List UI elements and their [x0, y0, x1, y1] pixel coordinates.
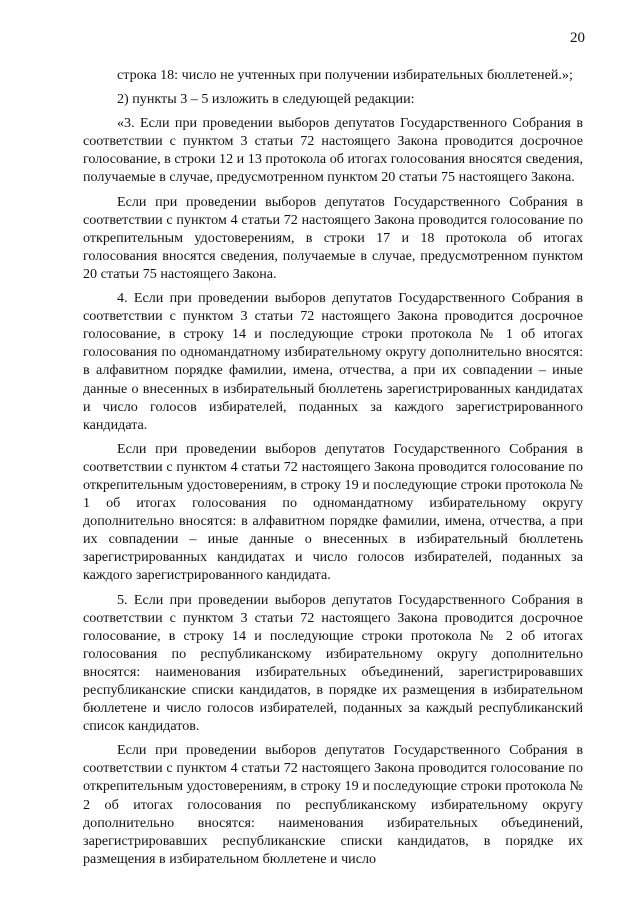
- paragraph-line18-continuation: строка 18: число не учтенных при получении избирательных бюллетеней.»;: [117, 67, 573, 83]
- paragraph-point-5: 5. Если при проведении выборов депутатов Государственного Собрания в соответствии с пунктом 3 статьи 72 настоящего Закона проводится досрочное голосование, в строку 14 и последующие строки протокола № 2 об итогах голосования по республиканскому избирательному округу дополнительно вносятся: наименования избирательных объединений, зарегистрировавших республиканские списки кандидатов, в порядке их размещения в избирательном бюллетене и число голосов избирателей, поданных за каждый республиканский список кандидатов.: [83, 591, 583, 735]
- paragraph-point-4: 4. Если при проведении выборов депутатов Государственного Собрания в соответствии с пунктом 3 статьи 72 настоящего Закона проводится досрочное голосование, в строку 14 и последующие строки протокола № 1 об итогах голосования по одномандатному избирательному округу дополнительно вносятся: в алфавитном порядке фамилии, имена, отчества, а при их совпадении – иные данные о внесенных в избирательный бюллетень зарегистрированных кандидатах и число голосов избирателей, поданных за каждого зарегистрированного кандидата.: [83, 290, 583, 433]
- paragraph-point-5-absentee: Если при проведении выборов депутатов Государственного Собрания в соответствии с пунктом 4 статьи 72 настоящего Закона проводится голосование по открепительным удостоверениям, в строку 19 и последующие строки протокола № 2 об итогах голосования по республиканскому избирательному округу дополнительно вносятся: наименования избирательных объединений, зарегистрировавших республиканские списки кандидатов, в порядке их размещения в избирательном бюллетене и число: [83, 742, 583, 867]
- page-number: 20: [570, 30, 585, 46]
- paragraph-point-3-absentee: Если при проведении выборов депутатов Государственного Собрания в соответствии с пунктом 4 статьи 72 настоящего Закона проводится голосование по открепительным удостоверениям, в строки 17 и 18 протокола об итогах голосования вносятся сведения, получаемые в случае, предусмотренном пунктом 20 статьи 75 настоящего Закона.: [83, 193, 583, 282]
- paragraph-amendment-points: 2) пункты 3 – 5 изложить в следующей редакции:: [117, 91, 415, 108]
- document-body: [83, 66, 583, 874]
- paragraph-point-4-absentee: Если при проведении выборов депутатов Государственного Собрания в соответствии с пунктом 4 статьи 72 настоящего Закона проводится голосование по открепительным удостоверениям, в строку 19 и последующие строки протокола № 1 об итогах голосования по одномандатному избирательному округу дополнительно вносятся: в алфавитном порядке фамилии, имена, отчества, а при их совпадении – иные данные о внесенных в избирательный бюллетень зарегистрированных кандидатах и число голосов избирателей, поданных за каждого зарегистрированного кандидата.: [83, 440, 583, 584]
- paragraph-point-3: «3. Если при проведении выборов депутатов Государственного Собрания в соответствии с пунктом 3 статьи 72 настоящего Закона проводится досрочное голосование, в строки 12 и 13 протокола об итогах голосования вносятся сведения, получаемые в случае, предусмотренном пунктом 20 статьи 75 настоящего Закона.: [83, 115, 583, 186]
